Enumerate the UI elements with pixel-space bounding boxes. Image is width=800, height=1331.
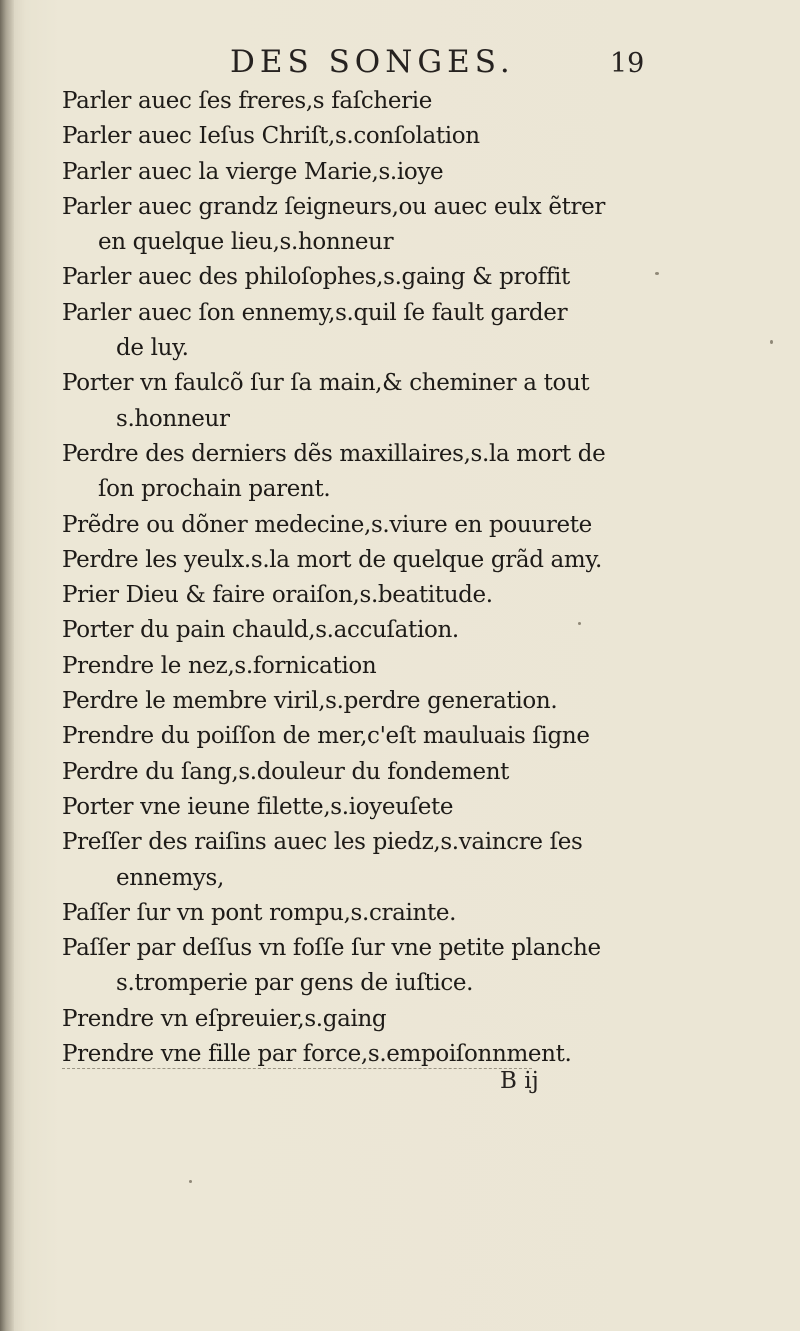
entry-line: Prier Dieu & faire oraiſon,s.beatitude. xyxy=(62,582,493,609)
entry-line: Parler auec ſes freres,s faſcherie xyxy=(62,88,433,114)
entry-line: Porter vn faulcõ ſur ſa main,& cheminer a tout xyxy=(62,370,590,397)
signature-mark: B ij xyxy=(500,1068,539,1094)
entry-line: Preſſer des raiſins auec les piedz,s.vaincre ſes xyxy=(62,829,583,856)
entry-line: Porter vne ieune filette,s.ioyeuſete xyxy=(62,793,454,820)
entry-line: Parler auec ſon ennemy,s.quil ſe fault garder xyxy=(62,299,568,326)
bottom-ornament-rule xyxy=(62,1068,532,1069)
entry-line-continuation: ſon prochain parent. xyxy=(98,476,331,503)
entry-line: Parler auec des philoſophes,s.gaing & proffit xyxy=(62,264,570,291)
entry-line: Paſſer par deſſus vn foſſe ſur vne petite planche xyxy=(62,935,601,962)
entry-line: Porter du pain chauld,s.accuſation. xyxy=(62,617,459,644)
entry-line: Prendre vn eſpreuier,s.gaing xyxy=(62,1005,387,1032)
entry-line: Paſſer ſur vn pont rompu,s.crainte. xyxy=(62,899,457,926)
entry-line-continuation: s.tromperie par gens de iuſtice. xyxy=(116,970,474,997)
page-number: 19 xyxy=(610,48,645,79)
entry-line: Perdre du ſang,s.douleur du fondement xyxy=(62,758,510,785)
entry-line: Prẽdre ou dõner medecine,s.viure en pouurete xyxy=(62,511,592,538)
entry-line-continuation: en quelque lieu,s.honneur xyxy=(98,229,394,256)
entry-line: Prendre vne fille par force,s.empoiſonnment. xyxy=(62,1041,572,1068)
entry-line: Parler auec Ieſus Chriſt,s.conſolation xyxy=(62,123,480,150)
page-header xyxy=(0,44,800,84)
page-gutter-shadow xyxy=(0,0,14,1331)
entry-line: Parler auec la vierge Marie,s.ioye xyxy=(62,158,444,185)
entry-line-continuation: de luy. xyxy=(116,335,189,362)
entry-line: Perdre les yeulx.s.la mort de quelque grãd amy. xyxy=(62,546,602,573)
entry-line: Prendre le nez,s.fornication xyxy=(62,652,377,679)
entry-line: Perdre le membre viril,s.perdre generation. xyxy=(62,688,558,715)
running-title: DES SONGES. xyxy=(230,44,515,80)
entry-line: Perdre des derniers dẽs maxillaires,s.la mort de xyxy=(62,440,606,467)
entry-line-continuation: s.honneur xyxy=(116,405,230,432)
dream-entries-list xyxy=(62,84,662,1072)
entry-line: Prendre du poiſſon de mer,c'eſt mauluais ſigne xyxy=(62,723,590,750)
entry-line: Parler auec grandz ſeigneurs,ou auec eulx ẽtrer xyxy=(62,193,606,220)
entry-line-continuation: ennemys, xyxy=(116,864,224,891)
